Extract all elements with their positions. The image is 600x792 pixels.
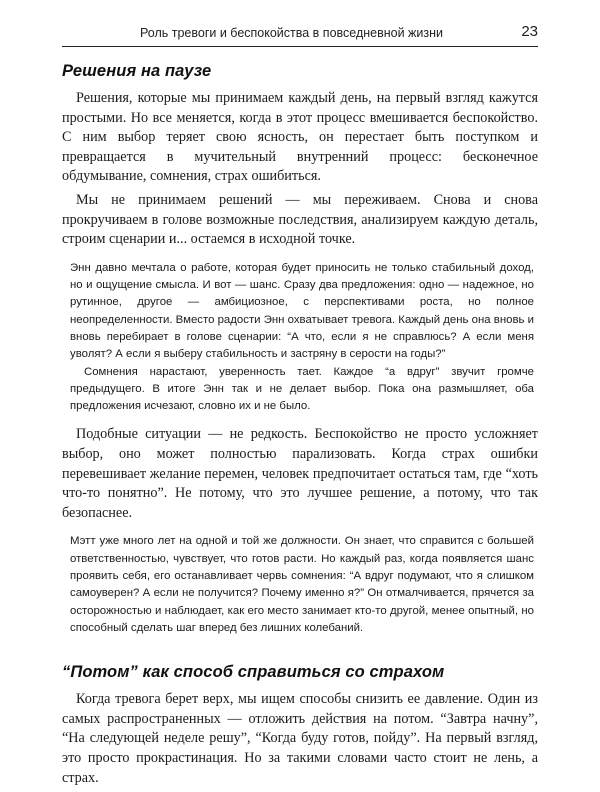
section-heading: “Потом” как способ справиться со страхом [62,663,445,682]
page-number: 23 [521,23,538,40]
body-paragraph: Когда тревога берет верх, мы ищем способы снизить ее давление. Один из самых распространенных — отложить действия на потом. “Завтра начну”, “На следующей неделе решу”, “Когда буду готов, пойду”. На первый взгляд, это просто прокрастинация. Но за такими словами часто стоит не лень, а страх. [62,691,538,786]
example-paragraph: Мэтт уже много лет на одной и той же должности. Он знает, что справится с большей ответственностью, чувствует, что готов расти. Но каждый раз, когда появляется шанс проявить себя, его останавливает червь сомнения: “А вдруг подумают, что я слишком самоуверен? А если не получится? Почему именно я?” Он отмалчивается, прячется за осторожностью и наблюдает, как его место занимает кто-то другой, менее опытный, но способный сделать шаг вперед без лишних колебаний. [70,535,534,634]
running-header [62,22,538,47]
section-decisions-on-pause [62,62,538,637]
example-paragraph: Сомнения нарастают, уверенность тает. Каждое “а вдруг” звучит громче предыдущего. В итоге Энн так и не делает выбор. Пока она размышляет, оба предложения исчезают, словно их и не было. [70,365,534,413]
example-paragraph: Энн давно мечтала о работе, которая будет приносить не только стабильный доход, но и ощущение смысла. И вот — шанс. Сразу два предложения: одно — надежное, но рутинное, другое — амбициозное, с перспективами роста, но полное неопределенности. Вместо радости Энн охватывает тревога. Каждый день она вновь и вновь перебирает в голове сценарии: “А что, если я не справлюсь? А если меня уволят? А если я выберу стабильность и застряну в серости на годы?” [70,261,534,361]
example-block-matt [62,533,538,637]
example-block-ann [62,260,538,416]
body-paragraph: Решения, которые мы принимаем каждый день, на первый взгляд кажутся простыми. Но все меняется, когда в этот процесс вмешивается беспокойство. С ним выбор теряет свою ясность, он перестает быть поступком и превращается в мучительный внутренний процесс: бесконечное обдумывание, сомнения, страх ошибиться. [62,90,538,185]
section-later-as-coping [62,663,538,788]
body-paragraph: Подобные ситуации — не редкость. Беспокойство не просто усложняет выбор, оно может полностью парализовать. Когда страх ошибки перевешивает желание перемен, человек предпочитает остаться там, где “хоть что-то понятно”. Не потому, что это лучшее решение, а потому, что так безопаснее. [62,426,538,521]
body-paragraph: Мы не принимаем решений — мы переживаем. Снова и снова прокручиваем в голове возможные последствия, анализируем каждую деталь, строим сценарии и... остаемся в исходной точке. [62,191,538,248]
running-title: Роль тревоги и беспокойства в повседневной жизни [140,26,444,40]
section-heading: Решения на паузе [62,62,212,80]
page-content [62,62,538,792]
